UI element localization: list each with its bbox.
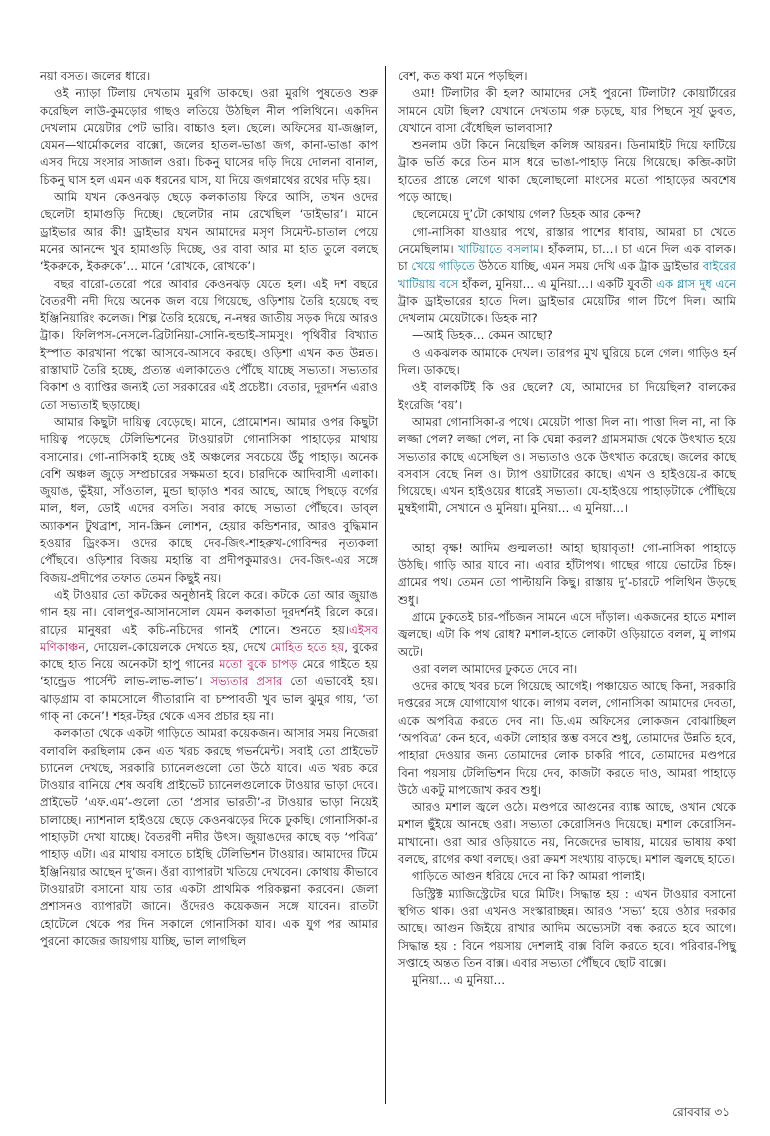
paragraph: শুনলাম ওটা কিনে নিয়েছিল কলিঙ্গ আয়রন। ডিনামাইট দিয়ে ফাটিয়ে ট্রাক ভর্তি করে তিন মাস ধরে ভাঙা-পাহাড় নিয়ে গিয়েছে। কব্জি-কাটা হাতের প্রান্তে লেগে থাকা ছেলোছলো মাংসের মতো পাহাড়ের অবশেষ পড়ে আছে। bbox=[398, 138, 736, 205]
paragraph: আমরা গোনাসিকা-র পথে। মেয়েটা পাত্তা দিল না। পাত্তা দিল না, না কি লজ্জা পেল? লজ্জা পেল, না কি ঘেন্না করল? গ্রামসমাজ থেকে উৎখাত হয়ে সভ্যতার কাছে এসেছিল ও। সভ্যতাও ওকে উৎখাত করেছে। জলের কাছে বসবাস বেছে নিল ও। ট্যাপ ওয়াটারের কাছে। এখন ও হাইওয়ে-র কাছে গিয়েছে। এখন হাইওয়ের ধারেই সভ্যতা। যে-হাইওয়ে পাহাড়টাকে পৌঁছিয়ে মুম্বইগামী, সেখানে ও মুনিয়া। মুনিয়া… এ মুনিয়া…। bbox=[398, 414, 736, 516]
highlight-text: মোহিত হতে হয় bbox=[270, 639, 345, 654]
paragraph: বেশ, কত কথা মনে পড়ছিল। bbox=[398, 69, 528, 83]
paragraph bbox=[40, 587, 378, 725]
paragraph: ওই ন্যাড়া টিলায় দেখতাম মুরগি ডাকছে। ওরা মুরগি পুষতেও শুরু করেছিল লাউ-কুমড়োর গাছও লতিয়ে উঠছিল নীল পলিথিনে। একদিন দেখলাম মেয়েটার পেট ভারি। বাচ্চাও হল। ছেলে। অফিসের যা-জঞ্জাল, যেমন—থার্মোকলের বাক্সো, জলের হাতল-ভাঙা জগ, কানা-ভাঙা কাপ এসব দিয়ে সংসার সাজাল ওরা। চিকনু ঘাসের দড়ি দিয়ে দোলনা বানাল, চিকনু ঘাস হল এমন এক ধরনের ঘাস, যা দিয়ে জগন্নাথের রথের দড়ি হয়। bbox=[40, 86, 378, 187]
paragraph bbox=[398, 224, 736, 328]
paragraph: ডিস্ট্রিক্ট ম্যাজিস্ট্রেটের ঘরে মিটিং। সিদ্ধান্ত হয় : এখন টাওয়ার বসানো স্থগিত থাক। ওরা এখনও সংস্কারাচ্ছন্ন। আরও ‘সভ্য’ হয়ে ওঠার দরকার আছে। আগুন জিইয়ে রাখার আদিম অভ্যেসটা বন্ধ করতে হবে আগে। সিদ্ধান্ত হয় : বিনে পয়সায় দেশলাই বাক্স বিলি করতে হবে। পরিবার-পিছু সপ্তাহে অন্তত তিন বাক্স। এবার সভ্যতা পৌঁছবে ছোট বাক্সে। bbox=[398, 886, 736, 970]
paragraph: আহা বৃক্ষ! আদিম গুল্মলতা! আহা ছায়াবৃতা! গো-নাসিকা পাহাড়ে উঠছি। গাড়ি আর যাবে না। এবার হাঁটাপথ। গাছের গায়ে ভোটের চিহ্ন। গ্রামের পথ। তেমন তো পাল্টায়নি কিছু। রাস্তায় দু’-চারটে পলিথিন উড়ছে শুধু। bbox=[398, 540, 736, 607]
text-run: তো এভাবেই হয়। ঝাড়গ্রাম বা কামসোলে গীতারানি বা চম্পাবতী খুব ভাল ঝুমুর গায়, ‘তা গাক্‌ না কেনে’! শহর-টহর থেকে এসব প্রচার হয় না। bbox=[40, 674, 378, 723]
paragraph: আরও মশাল জ্বলে ওঠে। মণ্ডপরে আগুনের ব্যাঙ্ক আছে, ওখান থেকে মশাল ছুঁইয়ে আনছে ওরা। সভ্যতা কেরোসিনও দিয়েছে। মশাল কেরোসিন-মাখানো। ওরা আর ওড়িয়াতে নয়, নিজেদের ভাষায়, মায়ের ভাষায় কথা বলছে, রাগের কথা বলছে। ওরা ক্রমশ সংখ্যায় বাড়ছে। মশাল জ্বলছে হাতে। bbox=[398, 800, 736, 867]
paragraph: ওমা! টিলাটার কী হল? আমাদের সেই পুরনো টিলাটা? কোয়ার্টারের সামনে যেটা ছিল? যেখানে দেখতাম গরু চড়ছে, যার পিছনে সূর্য ডুবত, যেখানে বাসা বেঁধেছিল ভালবাসা? bbox=[398, 86, 736, 135]
paragraph: আমার কিছুটা দায়িত্ব বেড়েছে। মানে, প্রোমোশন। আমার ওপর কিছুটা দায়িত্ব পড়েছে টেলিভিশনের টাওয়ারটা গোনাসিকা পাহাড়ের মাথায় বসানোর। গো-নাসিকাই হচ্ছে ওই অঞ্চলের সবচেয়ে উঁচু পাহাড়। অনেক বেশি অঞ্চল জুড়ে সম্প্রচারের সক্ষমতা হবে। চারদিকে আদিবাসী এলাকা। জুয়াঙ, ভুঁইয়া, সাঁওতাল, মুন্ডা ছাড়াও শবর আছে, আছে পিছড়ে বর্গের মাল, ধল, ডোই এদের বসতি। সবার কাছে সভ্যতা পৌঁছবে। ডাব্‌ল অ্যাকশন টুথব্রাশ, সান-স্ক্রিন লোশন, হেয়ার কন্ডিশনার, আরও বুদ্ধিমান হওয়ার ড্রিংকস। ওদের কাছে দেব-জিৎ-শাহরুখ-গোবিন্দর নৃত্যকলা পৌঁছবে। ওড়িশার বিজয় মহান্তি বা প্রদীপকুমারও। দেব-জিৎ-এর সঙ্গে বিজয়-প্রদীপের তফাত তেমন কিছুই নয়। bbox=[40, 414, 378, 585]
paragraph: ওরা বলল আমাদের ঢুকতে দেবে না। bbox=[412, 661, 578, 676]
paragraph: ওদের কাছে খবর চলে গিয়েছে আগেই। পঞ্চায়েত আছে কিনা, সরকারি দপ্তরের সঙ্গে যোগাযোগ থাকে। লাগম বলল, গোনাসিকা আমাদের দেবতা, একে অপবিত্র করতে দেব না। ডি.এম অফিসের লোকজন বোঝাচ্ছিল ‘অপবিত্র’ কেন হবে, একটা লোহার স্তম্ভ বসবে শুধু, তোমাদের উন্নতি হবে, পাহারা দেওয়ার জন্য তোমাদের লোক চাকরি পাবে, তোমাদের মণ্ডপরে বিনা পয়সায় টেলিভিশন দিয়ে দেব, কাজটা করতে দাও, আমরা পাহাড়ে উঠে একটু মাপজোখ করব শুধু। bbox=[398, 679, 736, 797]
text-run: মেরে গাইতে হয় ‘হান্ড্রেড পার্সেন্ট লাভ-লাভ-লাভ’। bbox=[40, 657, 378, 689]
highlight-text: এক গ্লাস দুধ এনে bbox=[656, 276, 736, 291]
paragraph: বছর বারো-তেরো পরে আবার কেওনঝড় যেতে হল। এই দশ বছরে বৈতরণী নদী দিয়ে অনেক জল বয়ে গিয়েছে, ওড়িশায় তৈরি হয়েছে বহু ইঞ্জিনিয়ারিং কলেজ। শিল্প তৈরি হয়েছে, ন-নম্বর জাতীয় সড়ক দিয়ে আরও ট্রাক। ফিলিপস-নেসলে-ব্রিটানিয়া-সোনি-হুন্ডাই-সামসুং। পৃথিবীর বিখ্যাত ইস্পাত কারখানা পস্কো আসবে-আসবে করছে। ওড়িশা এখন কত উন্নত। রাস্তাঘাট তৈরি হচ্ছে, প্রত্যন্ত এলাকাতেও পৌঁছে যাচ্ছে সভ্যতা। সভ্যতার বিকাশ ও ব্যাপ্তির জন্যই তো সরকারের এই প্রচেষ্টা। বেতার, দূরদর্শন এরাও তো সভ্যতাই ছড়াচ্ছে। bbox=[40, 276, 378, 412]
text-run: , দোয়েল-কোয়েলকে দেখতে হয়, দেখে bbox=[85, 639, 271, 654]
paragraph: মুনিয়া… এ মুনিয়া… bbox=[412, 973, 506, 988]
paragraph: ও একঝলক আমাকে দেখল। তারপর মুখ ঘুরিয়ে চলে গেল। গাড়িও হর্ন দিল। ডাকছে। bbox=[398, 345, 736, 378]
text-run: ট্রাক ড্রাইভারের হাতে দিল। ড্রাইভার মেয়েটির গাল টিপে দিল। আমি দেখলাম মেয়েটাকে। ডিহক না? bbox=[398, 293, 736, 326]
paragraph: গাড়িতে আগুন ধরিয়ে দেবে না কি? আমরা পালাই। bbox=[412, 869, 645, 884]
text-run: গো-নাসিকা যাওয়ার পথে, রাস্তার পাশের ধাবায়, আমরা চা খেতে নেমেছিলাম। bbox=[398, 224, 736, 256]
highlight-text: এইসব মণিকাঞ্চন bbox=[40, 622, 378, 654]
text-run: হাঁকল, মুনিয়া… এ মুনিয়া…। একটি যুবতী bbox=[458, 276, 657, 291]
paragraph: আমি যখন কেওনঝড় ছেড়ে কলকাতায় ফিরে আসি, তখন ওদের ছেলেটা হামাগুড়ি দিচ্ছে। ছেলেটার নাম রেখেছিল ‘ডাইভার’। মানে ড্রাইভার আর কী! ড্রাইভার যখন আমাদের মসৃণ সিমেন্ট-চাতাল পেয়ে মনের আনন্দে খুব হামাগুড়ি দিচ্ছে, ওর বাবা আর মা হাত তুলে বলছে ‘ইকরুকে, ইকরুকে’… মানে ‘রোখকে, রোখকে’। bbox=[40, 190, 378, 274]
text-run: উঠতে যাচ্ছি, এমন সময় দেখি এক ট্রাক ড্রাইভার bbox=[474, 259, 703, 274]
highlight-text: সভ্যতার প্রসার bbox=[210, 674, 283, 689]
column-divider bbox=[385, 66, 386, 1104]
paragraph: —আই ডিহক… কেমন আছো? bbox=[412, 328, 553, 343]
paragraph: কলকাতা থেকে একটা গাড়িতে আমরা কয়েকজন। আসার সময় নিজেরা বলাবলি করছিলাম কেন এত খরচ করছে গভর্নমেন্ট। সবাই তো প্রাইভেট চ্যানেল দেখছে, সরকারি চ্যানেলগুলো তো উঠে যাবে। এত খরচ করে টাওয়ার বানিয়ে শেষ অবধি প্রাইভেট চ্যানেলগুলোকে টাওয়ার ভাড়া দেবে। প্রাইভেট ‘এফ.এম’-গুলো তো ‘প্রসার ভারতী’-র টাওয়ার ভাড়া নিয়েই চালাচ্ছে। ন্যাশনাল হাইওয়ে ছেড়ে কেওনঝড়ের দিকে ঢুকছি। গোনাসিকা-র পাহাড়টা দেখা যাচ্ছে। বৈতরণী নদীর উৎস। জুয়াঙদের কাছে বড় ‘পবিত্র’ পাহাড় এটা। এর মাথায় বসাতে চাইছি টেলিভিশন টাওয়ার। আমাদের টিমে ইঞ্জিনিয়ার আছেন দু’জন। ওঁরা ব্যাপারটা খতিয়ে দেখবেন। কোথায় কীভাবে টাওয়ারটা বসানো যায় তার একটা প্রাথমিক পরিকল্পনা করবেন। জেলা প্রশাসনও ব্যাপারটা জানে। ওঁদেরও কয়েকজন সঙ্গে যাবেন। রাতটা হোটেলে থেকে পর দিন সকালে গোনাসিকা যাব। এক যুগ পর আমার পুরনো কাজের জায়গায় যাচ্ছি, ভাল লাগছিল bbox=[40, 726, 378, 948]
paragraph: নয়া বসত। জলের ধারে। bbox=[40, 69, 151, 83]
paragraph: গ্রামে ঢুকতেই চার-পাঁচজন সামনে এসে দাঁড়াল। একজনের হাতে মশাল জ্বলছে। এটা কি পথ রোধ? মশাল-হাতে লোকটা ওড়িয়াতে বলল, মু লাগম অটে। bbox=[398, 609, 736, 659]
left-column bbox=[40, 68, 378, 950]
text-run: । হাঁকলাম, চা…। চা এনে দিল এক বালক। চা bbox=[398, 241, 736, 274]
page-footer: রোববার ৩১ bbox=[672, 1105, 730, 1119]
highlight-text: বাইরের খাটিয়ায় বসে bbox=[398, 259, 736, 291]
text-run: , বুকের কাছে হাত নিয়ে অনেকটা হাপু গানের bbox=[40, 639, 378, 672]
right-column bbox=[398, 68, 736, 989]
paragraph: ওই বালকটিই কি ওর ছেলে? যে, আমাদের চা দিয়েছিল? বালকের ইংরেজি ‘বয়’। bbox=[398, 380, 736, 412]
highlight-text: মতো বুকে চাপড় bbox=[219, 657, 298, 672]
text-run: এই টাওয়ার তো কটকের অনুষ্ঠানই রিলে করে। কটকে তো আর জুয়াঙ গান হয় না। বোলপুর-আসানসোল যেমন কলকাতা দূরদর্শনই রিলে করে। রাঢ়ের মানুষরা এই কচি-নচিদের গানই শোনে। শুনতে হয়। bbox=[40, 587, 378, 637]
highlight-text: খাটিয়াতে বসলাম bbox=[458, 241, 540, 256]
paragraph: ছেলেমেয়ে দু’টো কোথায় গেল? ডিহক আর কেন্দ? bbox=[412, 207, 642, 222]
highlight-text: খেয়ে গাড়িতে bbox=[411, 259, 475, 274]
